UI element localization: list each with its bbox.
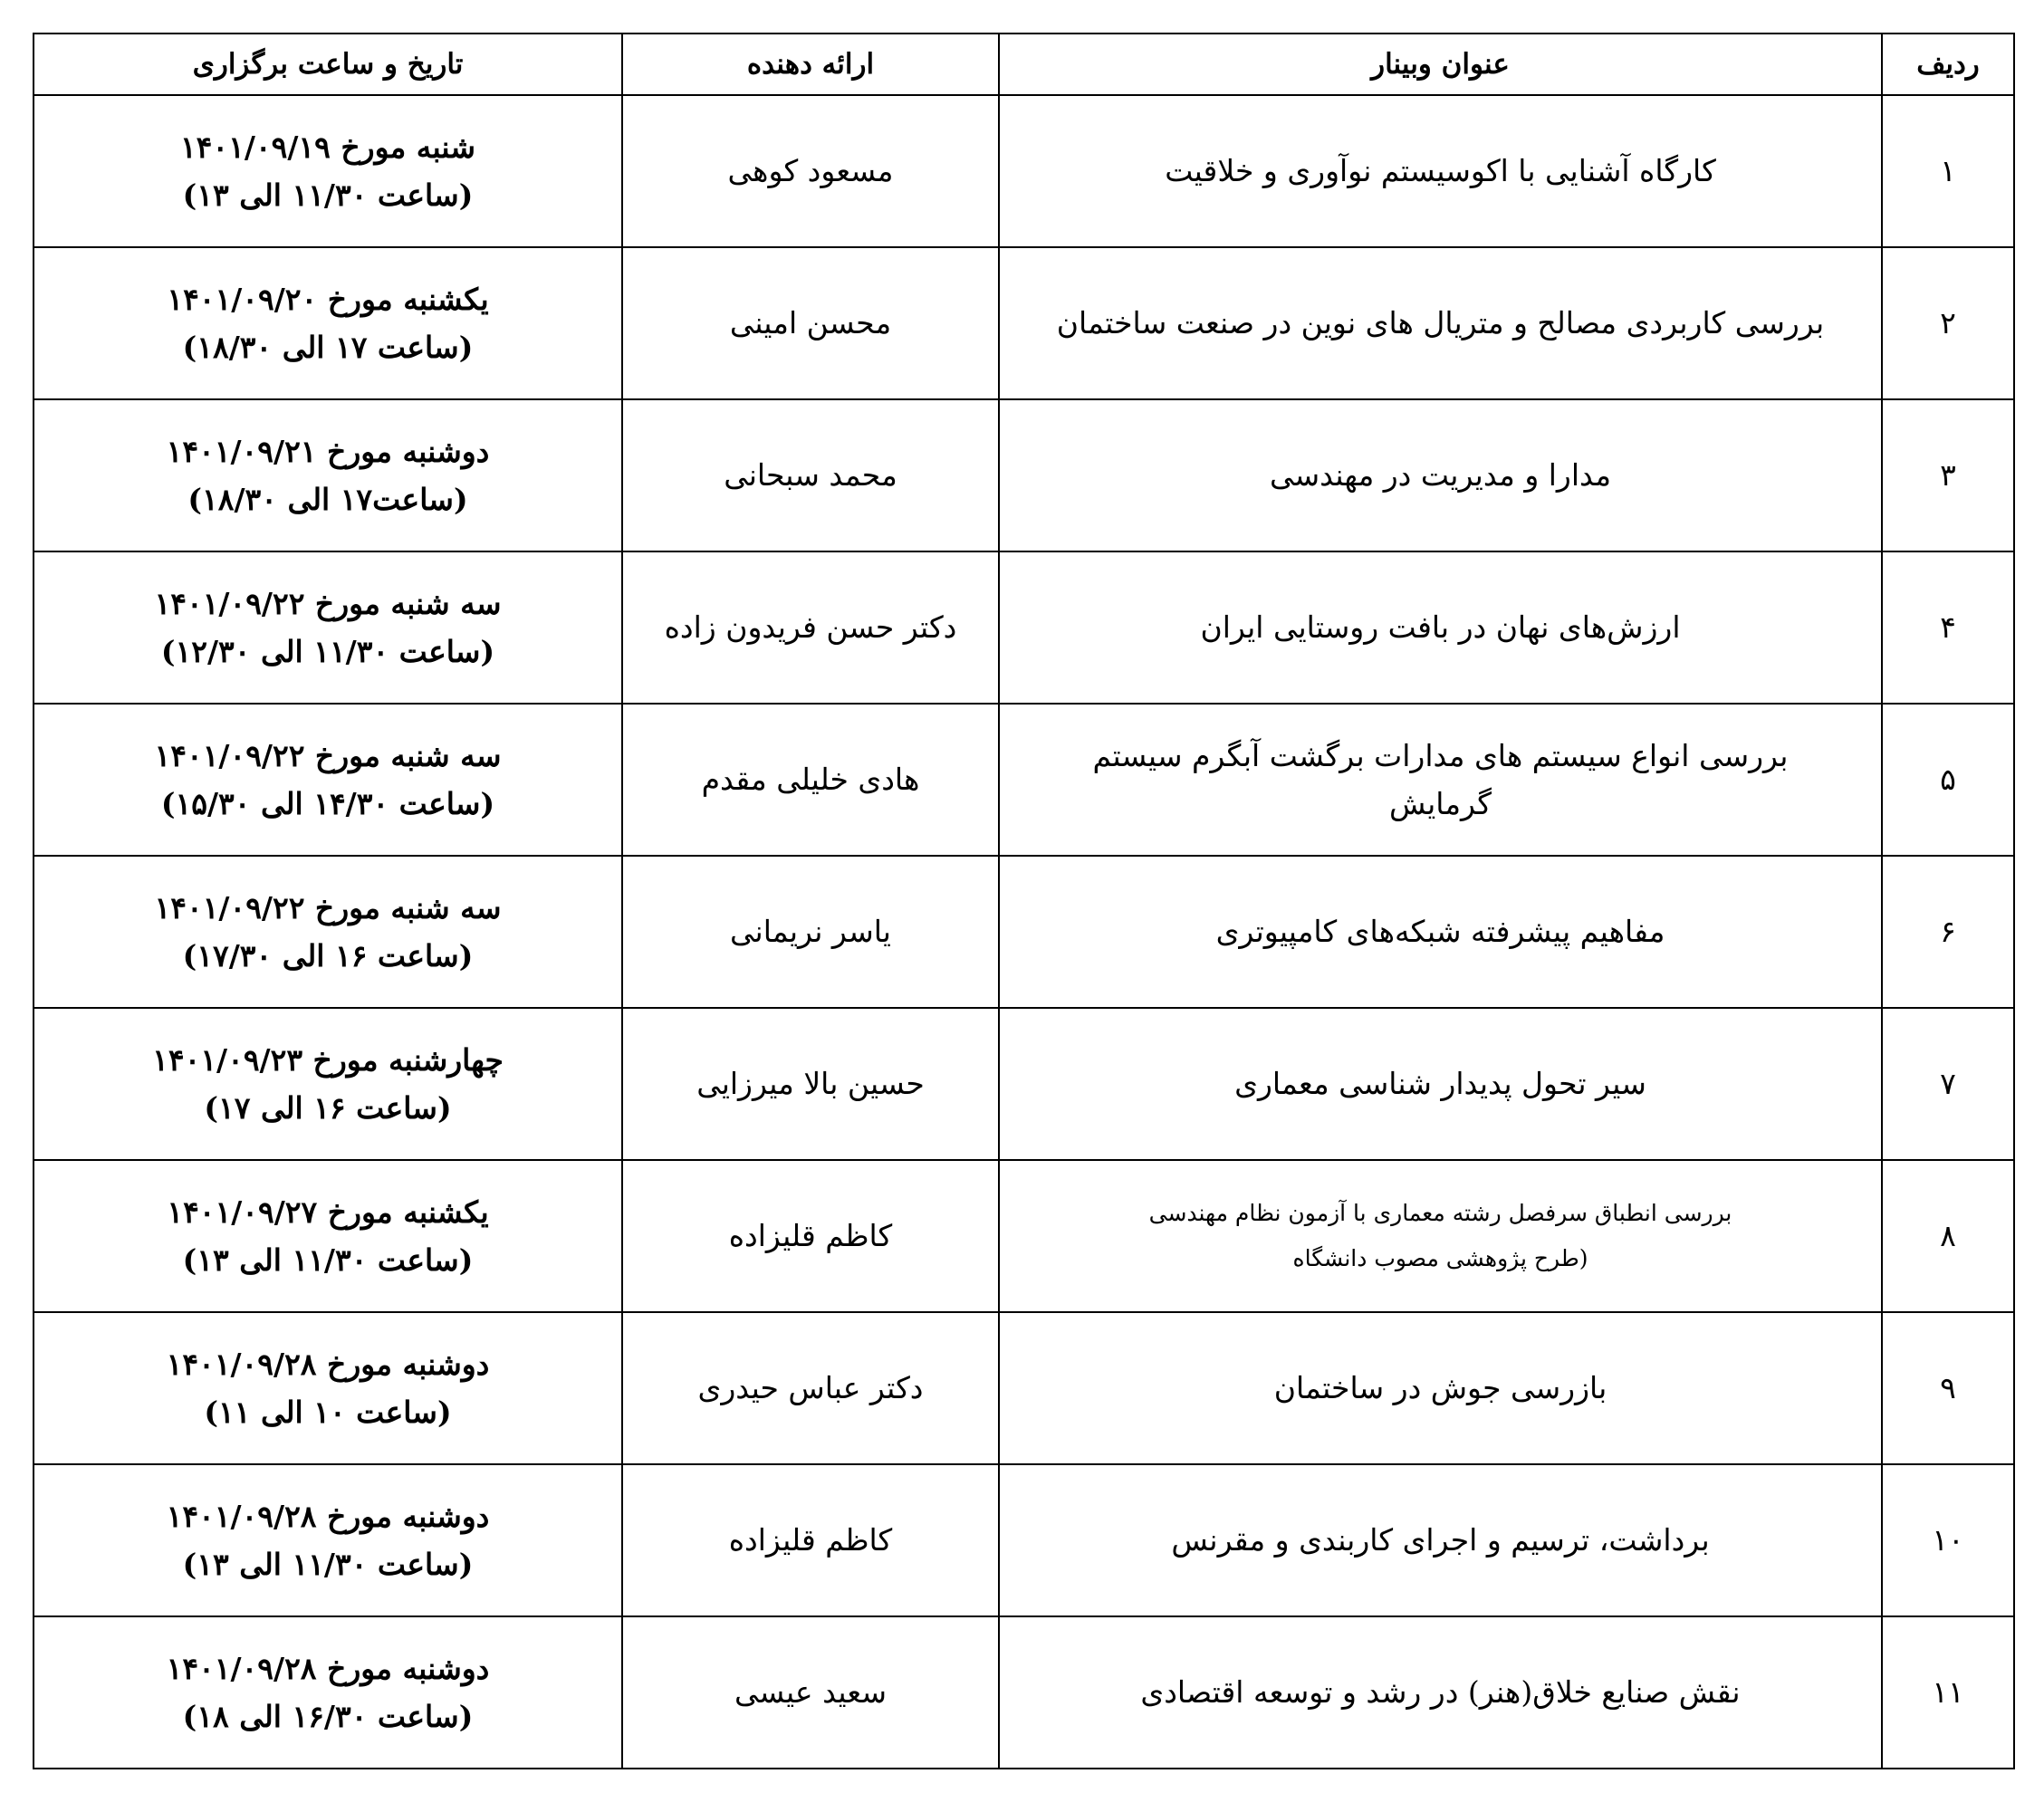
presenter-name: یاسر نریمانی — [622, 856, 999, 1008]
event-date: یکشنبه مورخ ۱۴۰۱/۰۹/۲۷ — [167, 1194, 489, 1230]
event-date: سه شنبه مورخ ۱۴۰۱/۰۹/۲۲ — [154, 889, 502, 925]
webinar-title-cell — [999, 399, 1882, 551]
table-row — [34, 1312, 2014, 1464]
webinar-title: (طرح پژوهشی مصوب دانشگاه — [1292, 1245, 1588, 1271]
event-date: سه شنبه مورخ ۱۴۰۱/۰۹/۲۲ — [154, 737, 502, 773]
presenter-name: دکتر حسن فریدون زاده — [622, 551, 999, 704]
webinar-title-cell — [999, 551, 1882, 704]
header-presenter: ارائه دهنده — [622, 34, 999, 95]
event-date: یکشنبه مورخ ۱۴۰۱/۰۹/۲۰ — [167, 281, 489, 317]
webinar-title-cell — [999, 1008, 1882, 1160]
webinar-title: بررسی انواع سیستم های مدارات برگشت آبگرم سیستم — [1092, 737, 1789, 773]
webinar-title-cell — [999, 704, 1882, 856]
presenter-name: دکتر عباس حیدری — [622, 1312, 999, 1464]
table-row — [34, 1464, 2014, 1616]
table-row — [34, 95, 2014, 247]
date-time-cell — [34, 1160, 622, 1312]
event-time: (ساعت ۱۱/۳۰ الی ۱۲/۳۰) — [160, 634, 495, 669]
presenter-name: سعید عیسی — [622, 1616, 999, 1769]
event-time: (ساعت ۱۷ الی ۱۸/۳۰) — [182, 330, 474, 365]
event-time: (ساعت ۱۴/۳۰ الی ۱۵/۳۰) — [160, 786, 495, 821]
row-number: ۷ — [1882, 1008, 2014, 1160]
table-row — [34, 247, 2014, 399]
date-time-cell — [34, 1312, 622, 1464]
webinar-title: بررسی کاربردی مصالح و متریال های نوین در صنعت ساختمان — [1056, 305, 1825, 341]
webinar-title: بررسی انطباق سرفصل رشته معماری با آزمون نظام مهندسی — [1148, 1200, 1732, 1226]
webinar-title-cell — [999, 95, 1882, 247]
presenter-name: محمد سبحانی — [622, 399, 999, 551]
event-time: (ساعت ۱۶/۳۰ الی ۱۸) — [182, 1699, 474, 1734]
date-time-cell — [34, 551, 622, 704]
date-time-cell — [34, 247, 622, 399]
event-time: (ساعت ۱۶ الی ۱۷/۳۰) — [182, 938, 474, 973]
webinar-title: ارزش‌های نهان در بافت روستایی ایران — [1200, 609, 1681, 646]
event-date: دوشنبه مورخ ۱۴۰۱/۰۹/۲۱ — [166, 433, 490, 469]
webinar-title-cell — [999, 856, 1882, 1008]
table-row — [34, 856, 2014, 1008]
event-time: (ساعت ۱۶ الی ۱۷) — [204, 1090, 452, 1126]
table-row — [34, 1616, 2014, 1769]
event-date: چهارشنبه مورخ ۱۴۰۱/۰۹/۲۳ — [152, 1041, 504, 1078]
event-time: (ساعت ۱۱/۳۰ الی ۱۳) — [182, 1547, 474, 1582]
table-row — [34, 1160, 2014, 1312]
date-time-cell — [34, 704, 622, 856]
table-row — [34, 551, 2014, 704]
row-number: ۱۰ — [1882, 1464, 2014, 1616]
event-date: شنبه مورخ ۱۴۰۱/۰۹/۱۹ — [179, 129, 476, 165]
row-number: ۳ — [1882, 399, 2014, 551]
webinar-title: برداشت، ترسیم و اجرای کاربندی و مقرنس — [1171, 1522, 1710, 1558]
date-time-cell — [34, 856, 622, 1008]
event-time: (ساعت ۱۱/۳۰ الی ۱۳) — [182, 177, 474, 213]
webinar-title-cell — [999, 1616, 1882, 1769]
header-date-time: تاریخ و ساعت برگزاری — [34, 34, 622, 95]
event-date: دوشنبه مورخ ۱۴۰۱/۰۹/۲۸ — [166, 1498, 490, 1534]
row-number: ۴ — [1882, 551, 2014, 704]
date-time-cell — [34, 95, 622, 247]
row-number: ۸ — [1882, 1160, 2014, 1312]
webinar-title-cell — [999, 1160, 1882, 1312]
event-time: (ساعت۱۷ الی ۱۸/۳۰) — [187, 482, 468, 517]
header-webinar-title: عنوان وبینار — [999, 34, 1882, 95]
event-date: سه شنبه مورخ ۱۴۰۱/۰۹/۲۲ — [154, 585, 502, 621]
webinar-title: نقش صنایع خلاق(هنر) در رشد و توسعه اقتصادی — [1140, 1674, 1741, 1711]
webinar-title: بازرسی جوش در ساختمان — [1273, 1370, 1607, 1406]
presenter-name: حسین بالا میرزایی — [622, 1008, 999, 1160]
webinar-title: مدارا و مدیریت در مهندسی — [1269, 457, 1612, 494]
webinar-schedule — [33, 33, 2013, 1769]
row-number: ۲ — [1882, 247, 2014, 399]
event-date: دوشنبه مورخ ۱۴۰۱/۰۹/۲۸ — [166, 1650, 490, 1686]
row-number: ۱۱ — [1882, 1616, 2014, 1769]
presenter-name: مسعود کوهی — [622, 95, 999, 247]
table-body — [34, 95, 2014, 1769]
header-row-number: ردیف — [1882, 34, 2014, 95]
table-row — [34, 399, 2014, 551]
row-number: ۹ — [1882, 1312, 2014, 1464]
table-row — [34, 1008, 2014, 1160]
webinar-table — [33, 33, 2015, 1769]
webinar-title: گرمایش — [1389, 786, 1492, 821]
row-number: ۵ — [1882, 704, 2014, 856]
event-time: (ساعت ۱۱/۳۰ الی ۱۳) — [182, 1242, 474, 1278]
table-row — [34, 704, 2014, 856]
webinar-title: سیر تحول پدیدار شناسی معماری — [1234, 1066, 1646, 1102]
row-number: ۱ — [1882, 95, 2014, 247]
presenter-name: محسن امینی — [622, 247, 999, 399]
date-time-cell — [34, 399, 622, 551]
webinar-title: کارگاه آشنایی با اکوسیستم نوآوری و خلاقیت — [1165, 153, 1716, 189]
header-row — [34, 34, 2014, 95]
webinar-title: مفاهیم پیشرفته شبکه‌های کامپیوتری — [1215, 914, 1665, 950]
event-time: (ساعت ۱۰ الی ۱۱) — [204, 1395, 452, 1430]
presenter-name: هادی خلیلی مقدم — [622, 704, 999, 856]
presenter-name: کاظم قلیزاده — [622, 1160, 999, 1312]
presenter-name: کاظم قلیزاده — [622, 1464, 999, 1616]
event-date: دوشنبه مورخ ۱۴۰۱/۰۹/۲۸ — [166, 1346, 490, 1382]
webinar-title-cell — [999, 247, 1882, 399]
row-number: ۶ — [1882, 856, 2014, 1008]
date-time-cell — [34, 1464, 622, 1616]
webinar-title-cell — [999, 1464, 1882, 1616]
webinar-title-cell — [999, 1312, 1882, 1464]
date-time-cell — [34, 1616, 622, 1769]
date-time-cell — [34, 1008, 622, 1160]
